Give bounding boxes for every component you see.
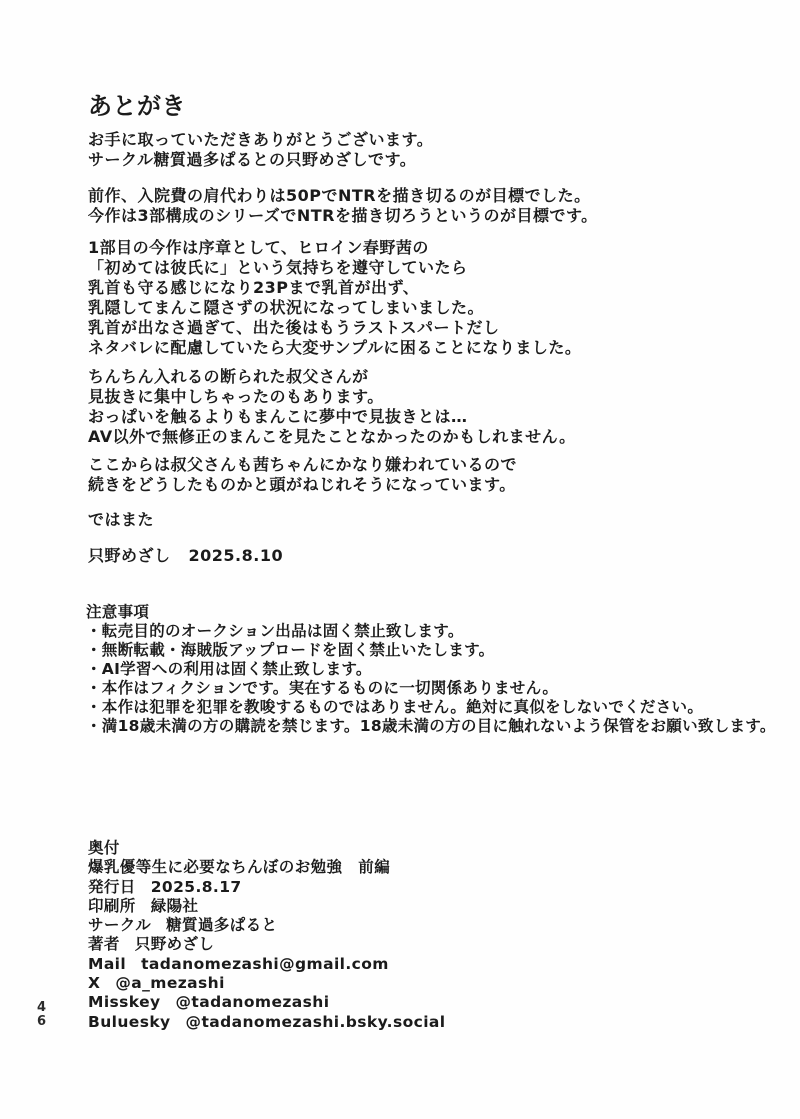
notices-section	[86, 603, 790, 736]
colophon-value: @tadanomezashi	[175, 993, 330, 1012]
notice-item: ・満18歳未満の方の購読を禁じます。18歳未満の方の目に触れないよう保管をお願い致します。	[86, 717, 776, 735]
colophon-heading: 奥付	[88, 839, 120, 857]
colophon-value: 糖質過多ぱると	[166, 916, 278, 935]
colophon-label: Misskey	[88, 993, 161, 1012]
colophon-row-bluesky	[88, 1013, 780, 1032]
afterword-line: サークル糖質過多ぱるとの只野めざしです。	[88, 150, 417, 169]
colophon-value: 2025.8.17	[150, 877, 242, 896]
afterword-line: 今作は3部構成のシリーズでNTRを描き切ろうというのが目標です。	[88, 206, 598, 225]
signature-date: 2025.8.10	[188, 546, 284, 565]
afterword-line: 続きをどうしたものかと頭がねじれそうになっています。	[88, 475, 516, 494]
colophon-label: 印刷所	[88, 896, 136, 915]
colophon-row	[88, 897, 780, 916]
colophon-value: @a_mezashi	[115, 974, 225, 993]
afterword-paragraph-3	[88, 238, 780, 358]
colophon-value: 只野めざし	[134, 935, 215, 954]
work-title: 爆乳優等生に必要なちんぼのお勉強 前編	[88, 858, 391, 877]
notice-item: ・転売目的のオークション出品は固く禁止致します。	[86, 622, 464, 640]
notices-heading: 注意事項	[86, 603, 150, 621]
afterword-line: 1部目の今作は序章として、ヒロイン春野茜の	[88, 238, 429, 257]
colophon-value: 緑陽社	[150, 896, 199, 915]
afterword-line: お手に取っていただきありがとうございます。	[88, 130, 434, 149]
afterword-line: 乳首が出なさ過ぎて、出た後はもうラストスパートだし	[88, 318, 500, 337]
afterword-heading: あとがき	[88, 92, 186, 120]
colophon-label: 発行日	[88, 877, 136, 896]
signature	[88, 546, 780, 566]
afterword-line: ちんちん入れるの断られた叔父さんが	[88, 367, 369, 386]
afterword-line: 見抜きに集中しちゃったのもあります。	[88, 387, 384, 406]
afterword-closing: ではまた	[88, 510, 155, 529]
colophon-row	[88, 935, 780, 954]
afterword-line: 乳隠してまんこ隠さずの状況になってしまいました。	[88, 298, 485, 317]
afterword-line: 乳首も守る感じになり23Pまで乳首が出ず、	[88, 278, 420, 297]
notice-item: ・本作はフィクションです。実在するものに一切関係ありません。	[86, 679, 559, 697]
afterword-line: ここからは叔父さんも茜ちゃんにかなり嫌われているので	[88, 455, 518, 474]
colophon-label: X	[88, 974, 101, 993]
colophon-row-mail	[88, 955, 780, 974]
afterword-line: ネタバレに配慮していたら大変サンプルに困ることになりました。	[88, 338, 582, 357]
colophon-label: 著者	[88, 935, 120, 954]
page-number-digit: 6	[37, 1014, 47, 1029]
afterword-paragraph-2	[88, 186, 780, 226]
signature-author: 只野めざし	[88, 546, 171, 565]
page-number-digit: 4	[37, 1000, 47, 1015]
colophon-label: Mail	[88, 954, 127, 973]
colophon-label: サークル	[88, 916, 152, 935]
colophon-label: Buluesky	[88, 1012, 171, 1031]
afterword-paragraph-5	[88, 455, 780, 495]
notice-item: ・AI学習への利用は固く禁止致します。	[86, 660, 372, 678]
notice-item: ・本作は犯罪を犯罪を教唆するものではありません。絶対に真似をしないでください。	[86, 698, 704, 716]
afterword-paragraph-4	[88, 367, 780, 447]
colophon-row	[88, 916, 780, 935]
colophon-row-misskey	[88, 993, 780, 1012]
page-number	[37, 1001, 46, 1029]
colophon-row	[88, 878, 780, 897]
afterword-line: 「初めては彼氏に」という気持ちを遵守していたら	[88, 258, 468, 277]
colophon-value: tadanomezashi@gmail.com	[141, 954, 389, 973]
colophon-section	[88, 839, 780, 1032]
afterword-line: おっぱいを触るよりもまんこに夢中で見抜きとは…	[88, 407, 468, 426]
afterword-paragraph-1	[88, 130, 780, 170]
notice-item: ・無断転載・海賊版アップロードを固く禁止いたします。	[86, 641, 495, 659]
colophon-row-x	[88, 974, 780, 993]
afterword-line: AV以外で無修正のまんこを見たことなかったのかもしれません。	[88, 427, 576, 446]
colophon-value: @tadanomezashi.bsky.social	[185, 1012, 446, 1031]
afterword-line: 前作、入院費の肩代わりは50PでNTRを描き切るのが目標でした。	[88, 186, 591, 205]
